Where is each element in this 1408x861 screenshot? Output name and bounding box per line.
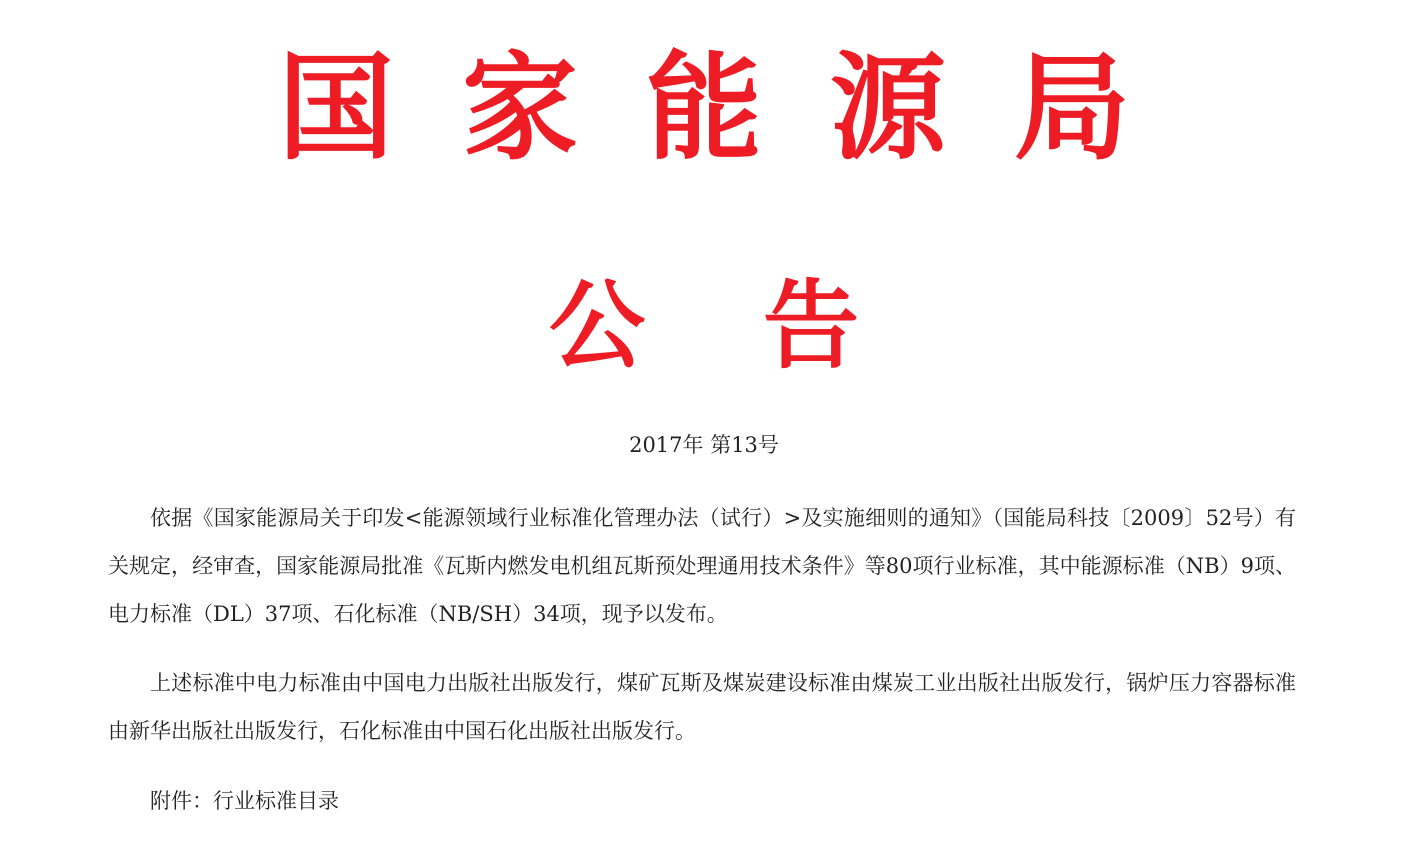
attachment-line: 附件：行业标准目录 (150, 789, 339, 813)
body-paragraph-basis: 依据《国家能源局关于印发<能源领域行业标准化管理办法（试行）>及实施细则的通知》（国能局科技〔2009〕52号）有关规定，经审查，国家能源局批准《瓦斯内燃发电机组瓦斯预处理通用技术条件》等80项行业标准，其中能源标准（NB）9项、电力标准（DL）37项、石化标准（NB/SH）34项，现予以发布。 (108, 506, 1296, 626)
issuer-title: 国家能源局 (278, 40, 1198, 176)
body-paragraph-publishers: 上述标准中电力标准由中国电力出版社出版发行，煤矿瓦斯及煤炭建设标准由煤炭工业出版社出版发行，锅炉压力容器标准由新华出版社出版发行，石化标准由中国石化出版社出版发行。 (108, 671, 1296, 743)
document-type-heading: 公告 (549, 269, 977, 382)
document-number: 2017年 第13号 (629, 433, 779, 457)
